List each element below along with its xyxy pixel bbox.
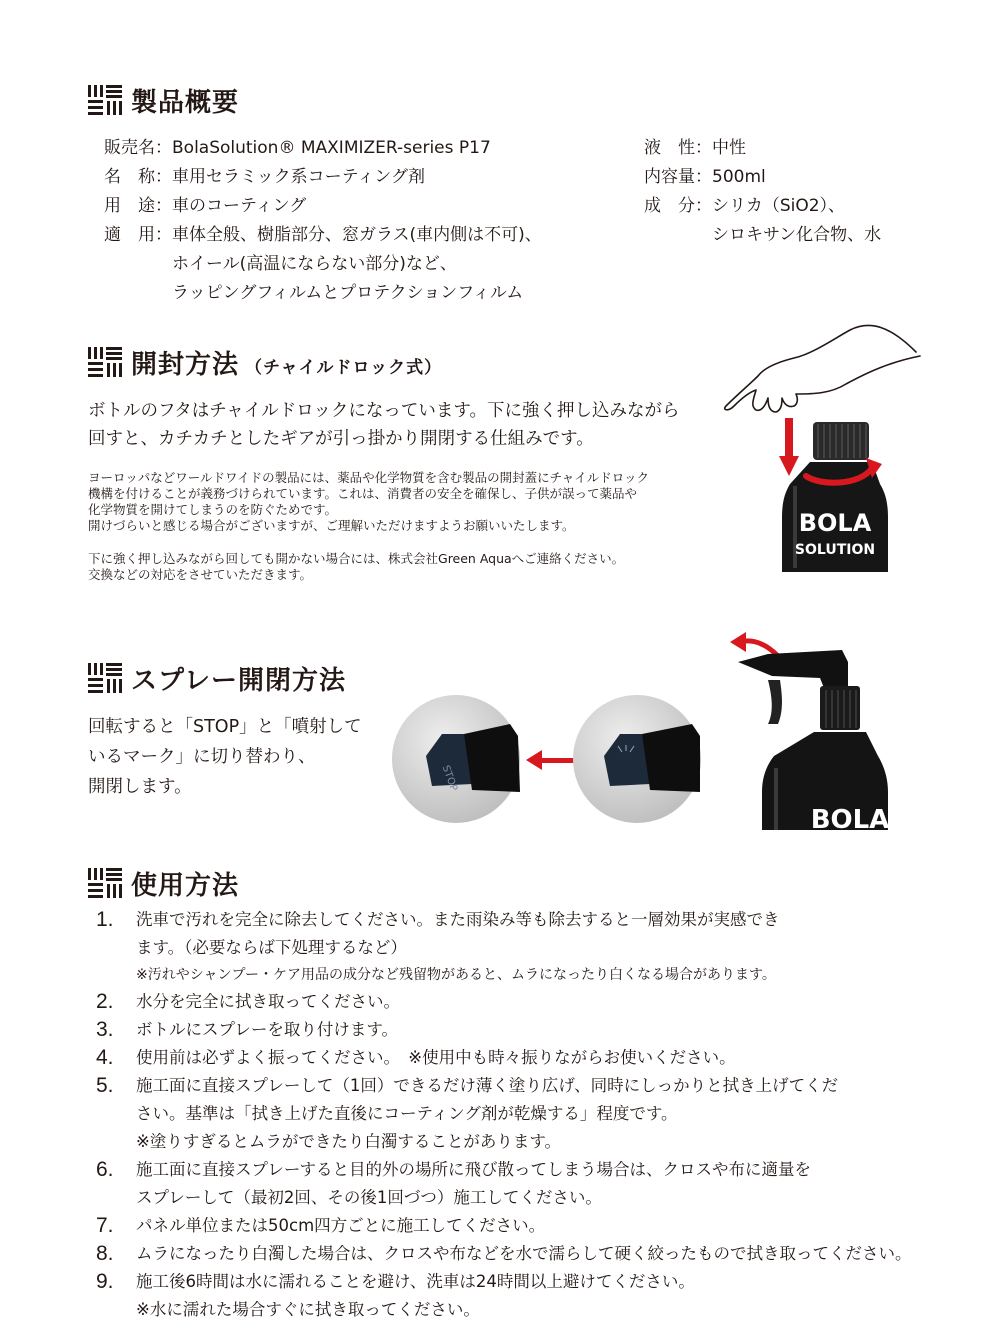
nozzle-stop-photo	[392, 695, 520, 823]
opening-notes: ヨーロッパなどワールドワイドの製品には、薬品や化学物質を含む製品の開封蓋にチャイルドロック 機構を付けることが義務づけられています。これは、消費者の安全を確保し、子供が誤って薬品や 化学物質を開けてしまうのを防ぐためです。 開けづらいと感じる場合がございますが、ご理解いただけますようお願いいたします。	[88, 470, 650, 533]
spec-row: 成 分：シリカ（SiO2）、	[644, 196, 846, 216]
usage-note: ※汚れやシャンプー・ケア用品の成分など残留物があると、ムラになったり白くなる場合があります。	[136, 967, 776, 983]
spec-row: 名 称：車用セラミック系コーティング剤	[104, 167, 425, 187]
spec-row: 内容量：500ml	[644, 167, 766, 187]
usage-step: 5. 施工面に直接スプレーして（1回）できるだけ薄く塗り広げ、同時にしっかりと拭き上げてくだ さい。基準は「拭き上げた直後にコーティング剤が乾燥する」程度です。 ※塗りすぎるとムラができたり白濁することがあります。	[96, 1072, 956, 1156]
section-mark-icon	[88, 85, 122, 115]
spec-row: 液 性：中性	[644, 138, 746, 158]
spec-row-cont: シロキサン化合物、水	[712, 225, 882, 245]
nozzle-switch-illustration	[392, 694, 737, 824]
child-lock-illustration	[720, 318, 930, 578]
nozzle-stop-text: STOP	[439, 764, 460, 793]
section-mark-icon	[88, 347, 122, 377]
usage-step: 3. ボトルにスプレーを取り付けます。	[96, 1018, 399, 1041]
opening-body: ボトルのフタはチャイルドロックになっています。下に強く押し込みながら 回すと、カチカチとしたギアが引っ掛かり開閉する仕組みです。	[88, 401, 680, 449]
spray-title: スプレー開閉方法	[131, 666, 346, 696]
opening-title: 開封方法 （チャイルドロック式）	[131, 350, 443, 380]
bottle-label-solution: SOLUTION	[794, 542, 876, 558]
opening-subtitle: （チャイルドロック式）	[245, 358, 443, 378]
usage-step: 4. 使用前は必ずよく振ってください。 ※使用中も時々振りながらお使いください。	[96, 1046, 736, 1069]
hand-icon	[725, 325, 920, 412]
spec-row: 用 途：車のコーティング	[104, 196, 307, 216]
spec-list-right	[644, 134, 881, 250]
usage-step: 9. 施工後6時間は水に濡れることを避け、洗車は24時間以上避けてください。 ※水に濡れた場合すぐに拭き取ってください。	[96, 1268, 956, 1324]
usage-title: 使用方法	[131, 871, 240, 901]
usage-step: 6. 施工面に直接スプレーすると目的外の場所に飛び散ってしまう場合は、クロスや布に適量を スプレーして（最初2回、その後1回づつ）施工してください。	[96, 1158, 812, 1207]
usage-note: ※塗りすぎるとムラができたり白濁することがあります。	[136, 1132, 562, 1151]
usage-step: 1. 洗車で汚れを完全に除去してください。また雨染み等も除去すると一層効果が実感でき ます。（必要ならば下処理するなど） ※汚れやシャンプー・ケア用品の成分など残留物があると、ムラになったり白くなる場合があります。	[96, 906, 956, 988]
section-mark-icon	[88, 663, 122, 693]
usage-note: ※水に濡れた場合すぐに拭き取ってください。	[136, 1300, 480, 1319]
usage-step: 2. 水分を完全に拭き取ってください。	[96, 990, 400, 1013]
spec-row-cont: ホイール(高温にならない部分)など、	[172, 254, 457, 274]
section-mark-icon	[88, 868, 122, 898]
spray-bottle-label: BOLA	[810, 805, 890, 830]
spray-body: 回転すると「STOP」と「噴射して いるマーク」に切り替わり、 開閉します。	[88, 717, 362, 797]
usage-step: 8. ムラになったり白濁した場合は、クロスや布などを水で濡らして硬く絞ったもので拭き取ってください。	[96, 1242, 912, 1265]
spec-row: 販売名：BolaSolution® MAXIMIZER-series P17	[104, 138, 491, 158]
spec-list-left	[104, 134, 542, 308]
spec-row: 適 用：車体全般、樹脂部分、窓ガラス(車内側は不可)、	[104, 225, 542, 245]
bottle-label-bola: BOLA	[798, 509, 872, 537]
spray-trigger-image	[738, 650, 860, 730]
usage-steps	[96, 906, 956, 1324]
nozzle-spray-photo	[573, 695, 701, 823]
spray-bottle-illustration	[728, 628, 898, 830]
spec-row-cont: ラッピングフィルムとプロテクションフィルム	[172, 283, 524, 303]
opening-notes-contact: 下に強く押し込みながら回しても開かない場合には、株式会社Green Aquaへご連絡ください。 交換などの対応をさせていただきます。	[88, 551, 625, 582]
overview-title: 製品概要	[131, 88, 240, 118]
usage-step: 7. パネル単位または50cm四方ごとに施工してください。	[96, 1214, 546, 1237]
down-arrow-icon	[779, 418, 799, 476]
